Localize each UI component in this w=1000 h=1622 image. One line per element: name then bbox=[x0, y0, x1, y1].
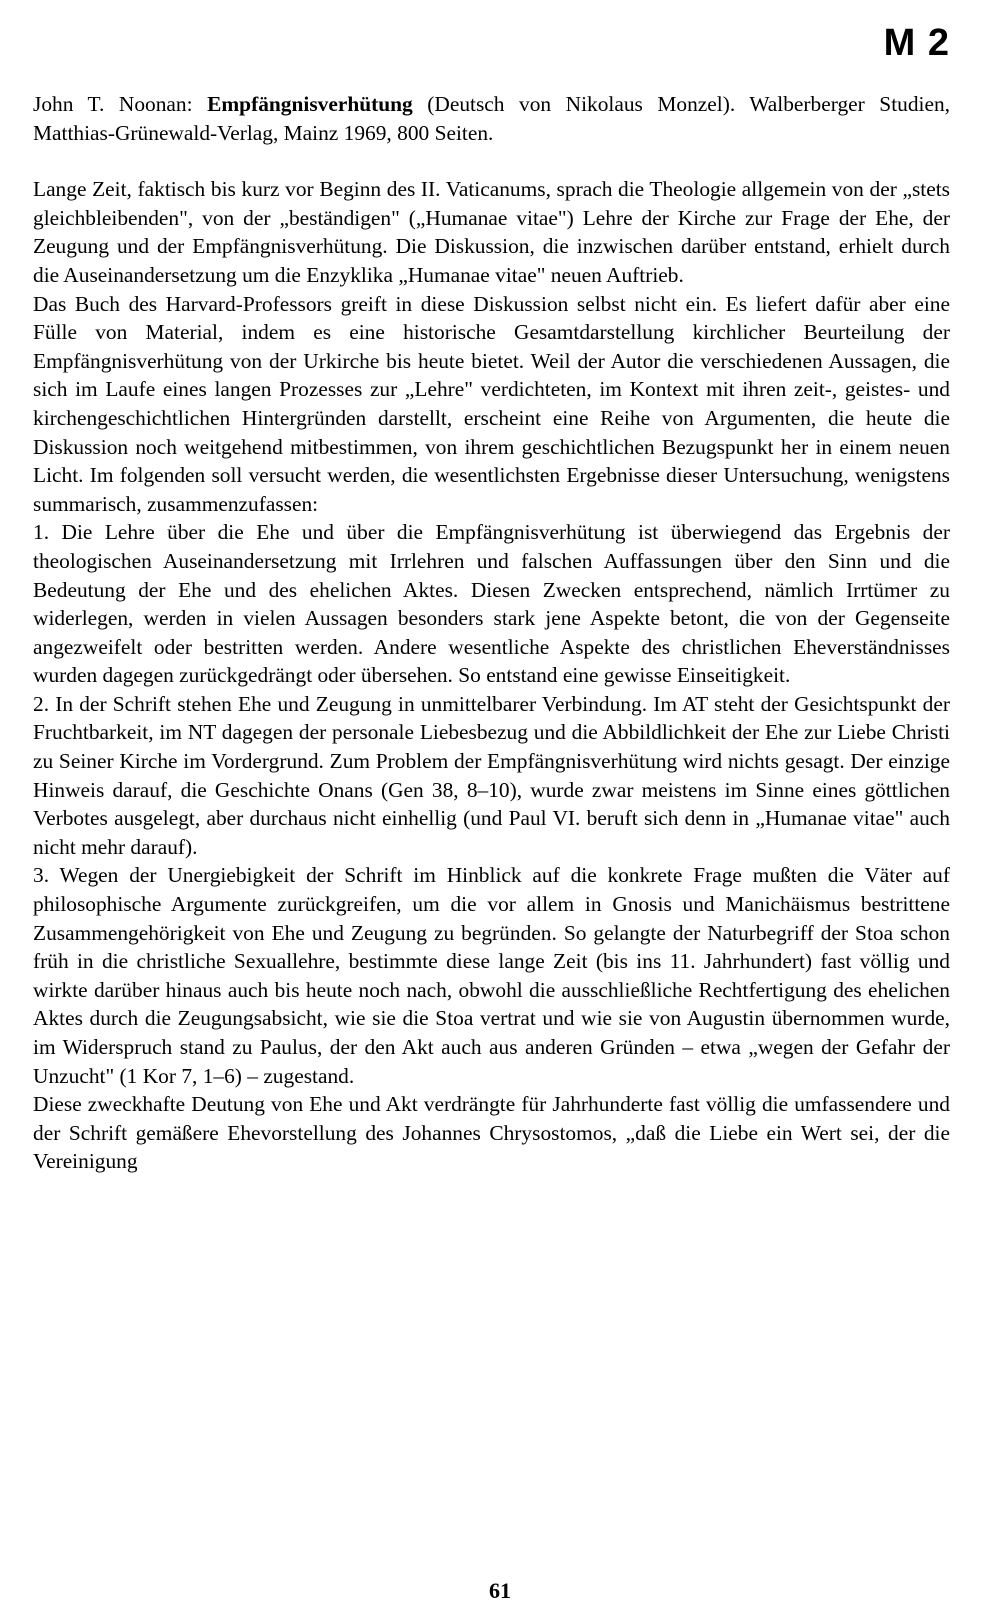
review-text bbox=[33, 90, 950, 1176]
material-marker: M 2 bbox=[883, 22, 950, 64]
paragraph-closing: Diese zweckhafte Deutung von Ehe und Akt verdrängte für Jahrhunderte fast völlig die umfassendere und der Schrift gemäßere Ehevorstellung des Johannes Chrysostomos, „daß die Liebe ein Wert sei, der die Vereinigung bbox=[33, 1092, 950, 1174]
point-3: 3. Wegen der Unergiebigkeit der Schrift im Hinblick auf die konkrete Frage mußten die Väter auf philosophische Argumente zurückgreifen, um die vor allem in Gnosis und Manichäismus bestrittene Zusammengehörigkeit von Ehe und Zeugung zu begründen. So gelangte der Naturbegriff der Stoa schon früh in die christliche Sexuallehre, bestimmte diese lange Zeit (bis ins 11. Jahrhundert) fast völlig und wirkte darüber hinaus auch bis heute noch nach, obwohl die ausschließliche Rechtfertigung des ehelichen Aktes durch die Zeugungsabsicht, wie sie die Stoa vertrat und wie sie von Augustin übernommen wurde, im Widerspruch stand zu Paulus, der den Akt auch aus anderen Gründen – etwa „wegen der Gefahr der Unzucht" (1 Kor 7, 1–6) – zugestand. bbox=[33, 863, 950, 1088]
point-1: 1. Die Lehre über die Ehe und über die Empfängnisverhütung ist überwiegend das Ergebnis der theologischen Auseinandersetzung mit Irrlehren und falschen Auffassungen über den Sinn und die Bedeutung der Ehe und des ehelichen Aktes. Diesen Zwecken entsprechend, nämlich Irrtümer zu widerlegen, werden in vielen Aussagen besonders stark jene Aspekte betont, die von der Gegenseite angezweifelt oder bestritten werden. Andere wesentliche Aspekte des christlichen Eheverständnisses wurden dagegen zurückgedrängt oder übersehen. So entstand eine gewisse Einseitigkeit. bbox=[33, 520, 950, 688]
citation-details: (Deutsch von Nikolaus Monzel). Walberberger Studien, Matthias-Grünewald-Verlag, Mainz 1969, 800 Seiten. bbox=[33, 92, 951, 145]
book-citation bbox=[33, 90, 950, 147]
paragraph-book: Das Buch des Harvard-Professors greift in diese Diskussion selbst nicht ein. Es liefert dafür aber eine Fülle von Material, indem es eine historische Gesamtdarstellung kirchlicher Beurteilung der Empfängnisverhütung von der Urkirche bis heute bietet. Weil der Autor die verschiedenen Aussagen, die sich im Laufe eines langen Prozesses zur „Lehre" verdichteten, im Kontext mit ihren zeit-, geistes- und kirchengeschichtlichen Hintergründen darstellt, erscheint eine Reihe von Argumenten, die heute die Diskussion noch weitgehend mitbestimmen, von ihrem geschichtlichen Bezugspunkt her in einem neuen Licht. Im folgenden soll versucht werden, die wesentlichsten Ergebnisse dieser Untersuchung, wenigstens summarisch, zusammenzufassen: bbox=[33, 291, 950, 516]
citation-title: Empfängnisverhütung bbox=[207, 92, 413, 116]
page-number: 61 bbox=[489, 1578, 511, 1603]
citation-author: John T. Noonan: bbox=[33, 92, 193, 116]
paragraph-intro: Lange Zeit, faktisch bis kurz vor Beginn des II. Vaticanums, sprach die Theologie allgemein von der „stets gleichbleibenden", von der „beständigen" („Humanae vitae") Lehre der Kirche zur Frage der Ehe, der Zeugung und der Empfängnisverhütung. Die Diskussion, die inzwischen darüber entstand, erhielt durch die Auseinandersetzung um die Enzyklika „Humanae vitae" neuen Auftrieb. bbox=[33, 177, 950, 287]
point-2: 2. In der Schrift stehen Ehe und Zeugung in unmittelbarer Verbindung. Im AT steht der Gesichtspunkt der Fruchtbarkeit, im NT dagegen der personale Liebesbezug und die Abbildlichkeit der Ehe zur Liebe Christi zu Seiner Kirche im Vordergrund. Zum Problem der Empfängnisverhütung wird nichts gesagt. Der einzige Hinweis darauf, die Geschichte Onans (Gen 38, 8–10), wurde zwar meistens im Sinne eines göttlichen Verbotes ausgelegt, aber durchaus nicht einhellig (und Paul VI. beruft sich denn in „Humanae vitae" auch nicht mehr darauf). bbox=[33, 691, 950, 859]
